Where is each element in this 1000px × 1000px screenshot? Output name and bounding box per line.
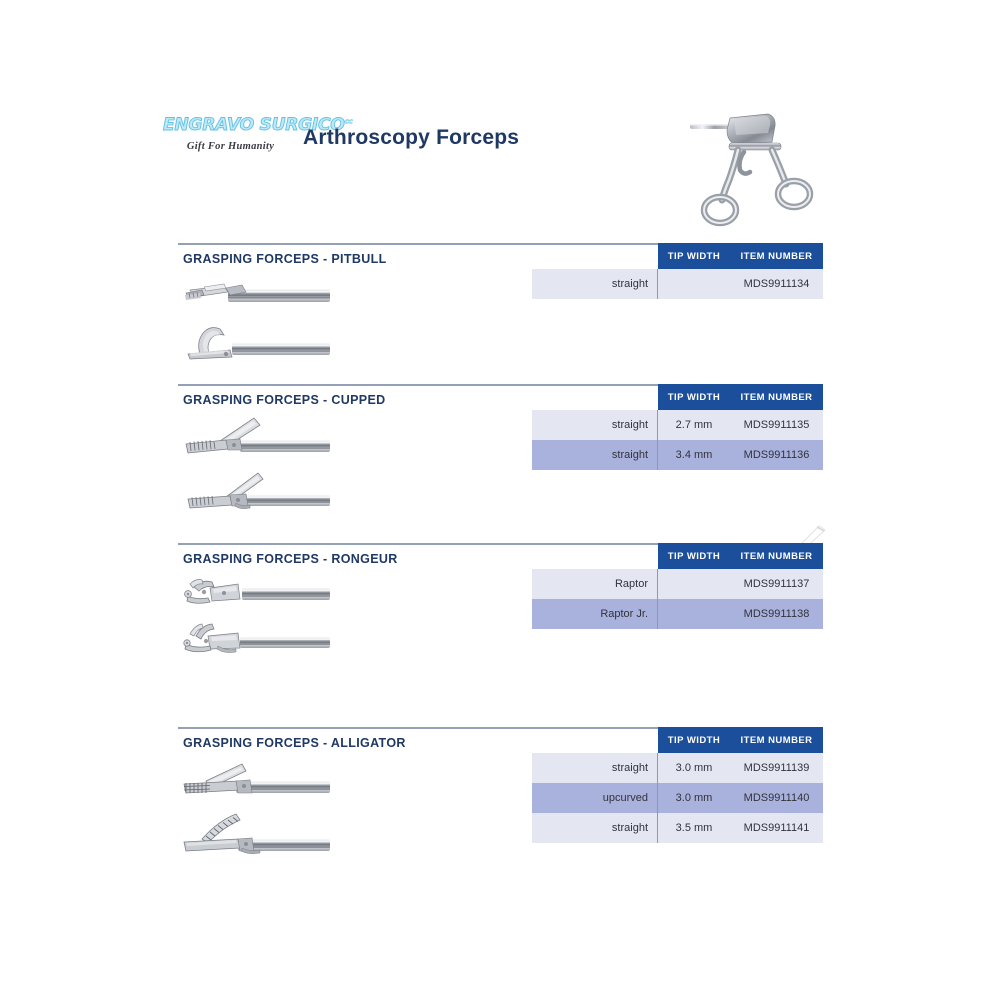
brand-logo-trademark: cc: [344, 117, 353, 126]
table-row[interactable]: [532, 599, 823, 629]
cell-item-number: MDS9911135: [743, 419, 810, 431]
column-header-tip-width: TIP WIDTH: [667, 550, 721, 562]
brand-logo-wordmark: [163, 115, 353, 134]
column-header-item-number: ITEM NUMBER: [740, 250, 813, 262]
section-title-rongeur: GRASPING FORCEPS - RONGEUR: [183, 552, 398, 566]
instrument-image-alligator-upcurved: [180, 809, 330, 857]
table-row[interactable]: [532, 753, 823, 783]
table-header-row: [658, 384, 823, 410]
cell-description: upcurved: [532, 783, 658, 813]
cell-description: straight: [532, 813, 658, 843]
column-header-item-number: ITEM NUMBER: [740, 734, 813, 746]
instrument-image-rongeur-raptor: [180, 574, 330, 614]
cell-description: straight: [532, 269, 658, 299]
instrument-image-rongeur-raptor-jr: [180, 618, 330, 660]
table-header-row: [658, 727, 823, 753]
page-title: Arthroscopy Forceps: [303, 126, 520, 149]
section-title-pitbull: GRASPING FORCEPS - PITBULL: [183, 252, 387, 266]
cell-item-number: MDS9911137: [743, 578, 810, 590]
cell-tip-width: 3.4 mm: [675, 449, 713, 461]
brand-logo-text: ENGRAVO SURGICO: [163, 115, 345, 134]
table-row[interactable]: [532, 269, 823, 299]
column-header-item-number: ITEM NUMBER: [740, 391, 813, 403]
table-row[interactable]: [532, 783, 823, 813]
brand-tagline: Gift For Humanity: [186, 140, 275, 152]
cell-description: straight: [532, 410, 658, 440]
table-row[interactable]: [532, 410, 823, 440]
cell-description: Raptor Jr.: [532, 599, 658, 629]
cell-description: straight: [532, 753, 658, 783]
cell-tip-width: 3.5 mm: [675, 822, 713, 834]
hero-instrument-photo: [672, 100, 832, 230]
table-header-row: [658, 543, 823, 569]
cell-item-number: MDS9911139: [743, 762, 810, 774]
instrument-image-cupped-lower: [180, 467, 330, 515]
column-header-tip-width: TIP WIDTH: [667, 391, 721, 403]
instrument-image-pitbull-closed: [180, 276, 330, 316]
instrument-image-cupped-upper: [180, 414, 330, 462]
column-header-tip-width: TIP WIDTH: [667, 250, 721, 262]
brand-logo: [163, 115, 353, 152]
column-header-item-number: ITEM NUMBER: [740, 550, 813, 562]
cell-description: Raptor: [532, 569, 658, 599]
cell-item-number: MDS9911134: [743, 278, 810, 290]
table-row[interactable]: [532, 569, 823, 599]
instrument-image-alligator-straight: [180, 759, 330, 804]
table-row[interactable]: [532, 440, 823, 470]
section-title-cupped: GRASPING FORCEPS - CUPPED: [183, 393, 386, 407]
cell-item-number: MDS9911138: [743, 608, 810, 620]
cell-tip-width: 2.7 mm: [675, 419, 713, 431]
cell-item-number: MDS9911141: [743, 822, 810, 834]
section-title-alligator: GRASPING FORCEPS - ALLIGATOR: [183, 736, 406, 750]
instrument-image-pitbull-open: [180, 321, 330, 363]
cell-item-number: MDS9911140: [743, 792, 810, 804]
page-header: [0, 0, 1000, 235]
cell-item-number: MDS9911136: [743, 449, 810, 461]
cell-tip-width: 3.0 mm: [675, 792, 713, 804]
table-header-row: [658, 243, 823, 269]
cell-description: straight: [532, 440, 658, 470]
table-row[interactable]: [532, 813, 823, 843]
column-header-tip-width: TIP WIDTH: [667, 734, 721, 746]
cell-tip-width: 3.0 mm: [675, 762, 713, 774]
